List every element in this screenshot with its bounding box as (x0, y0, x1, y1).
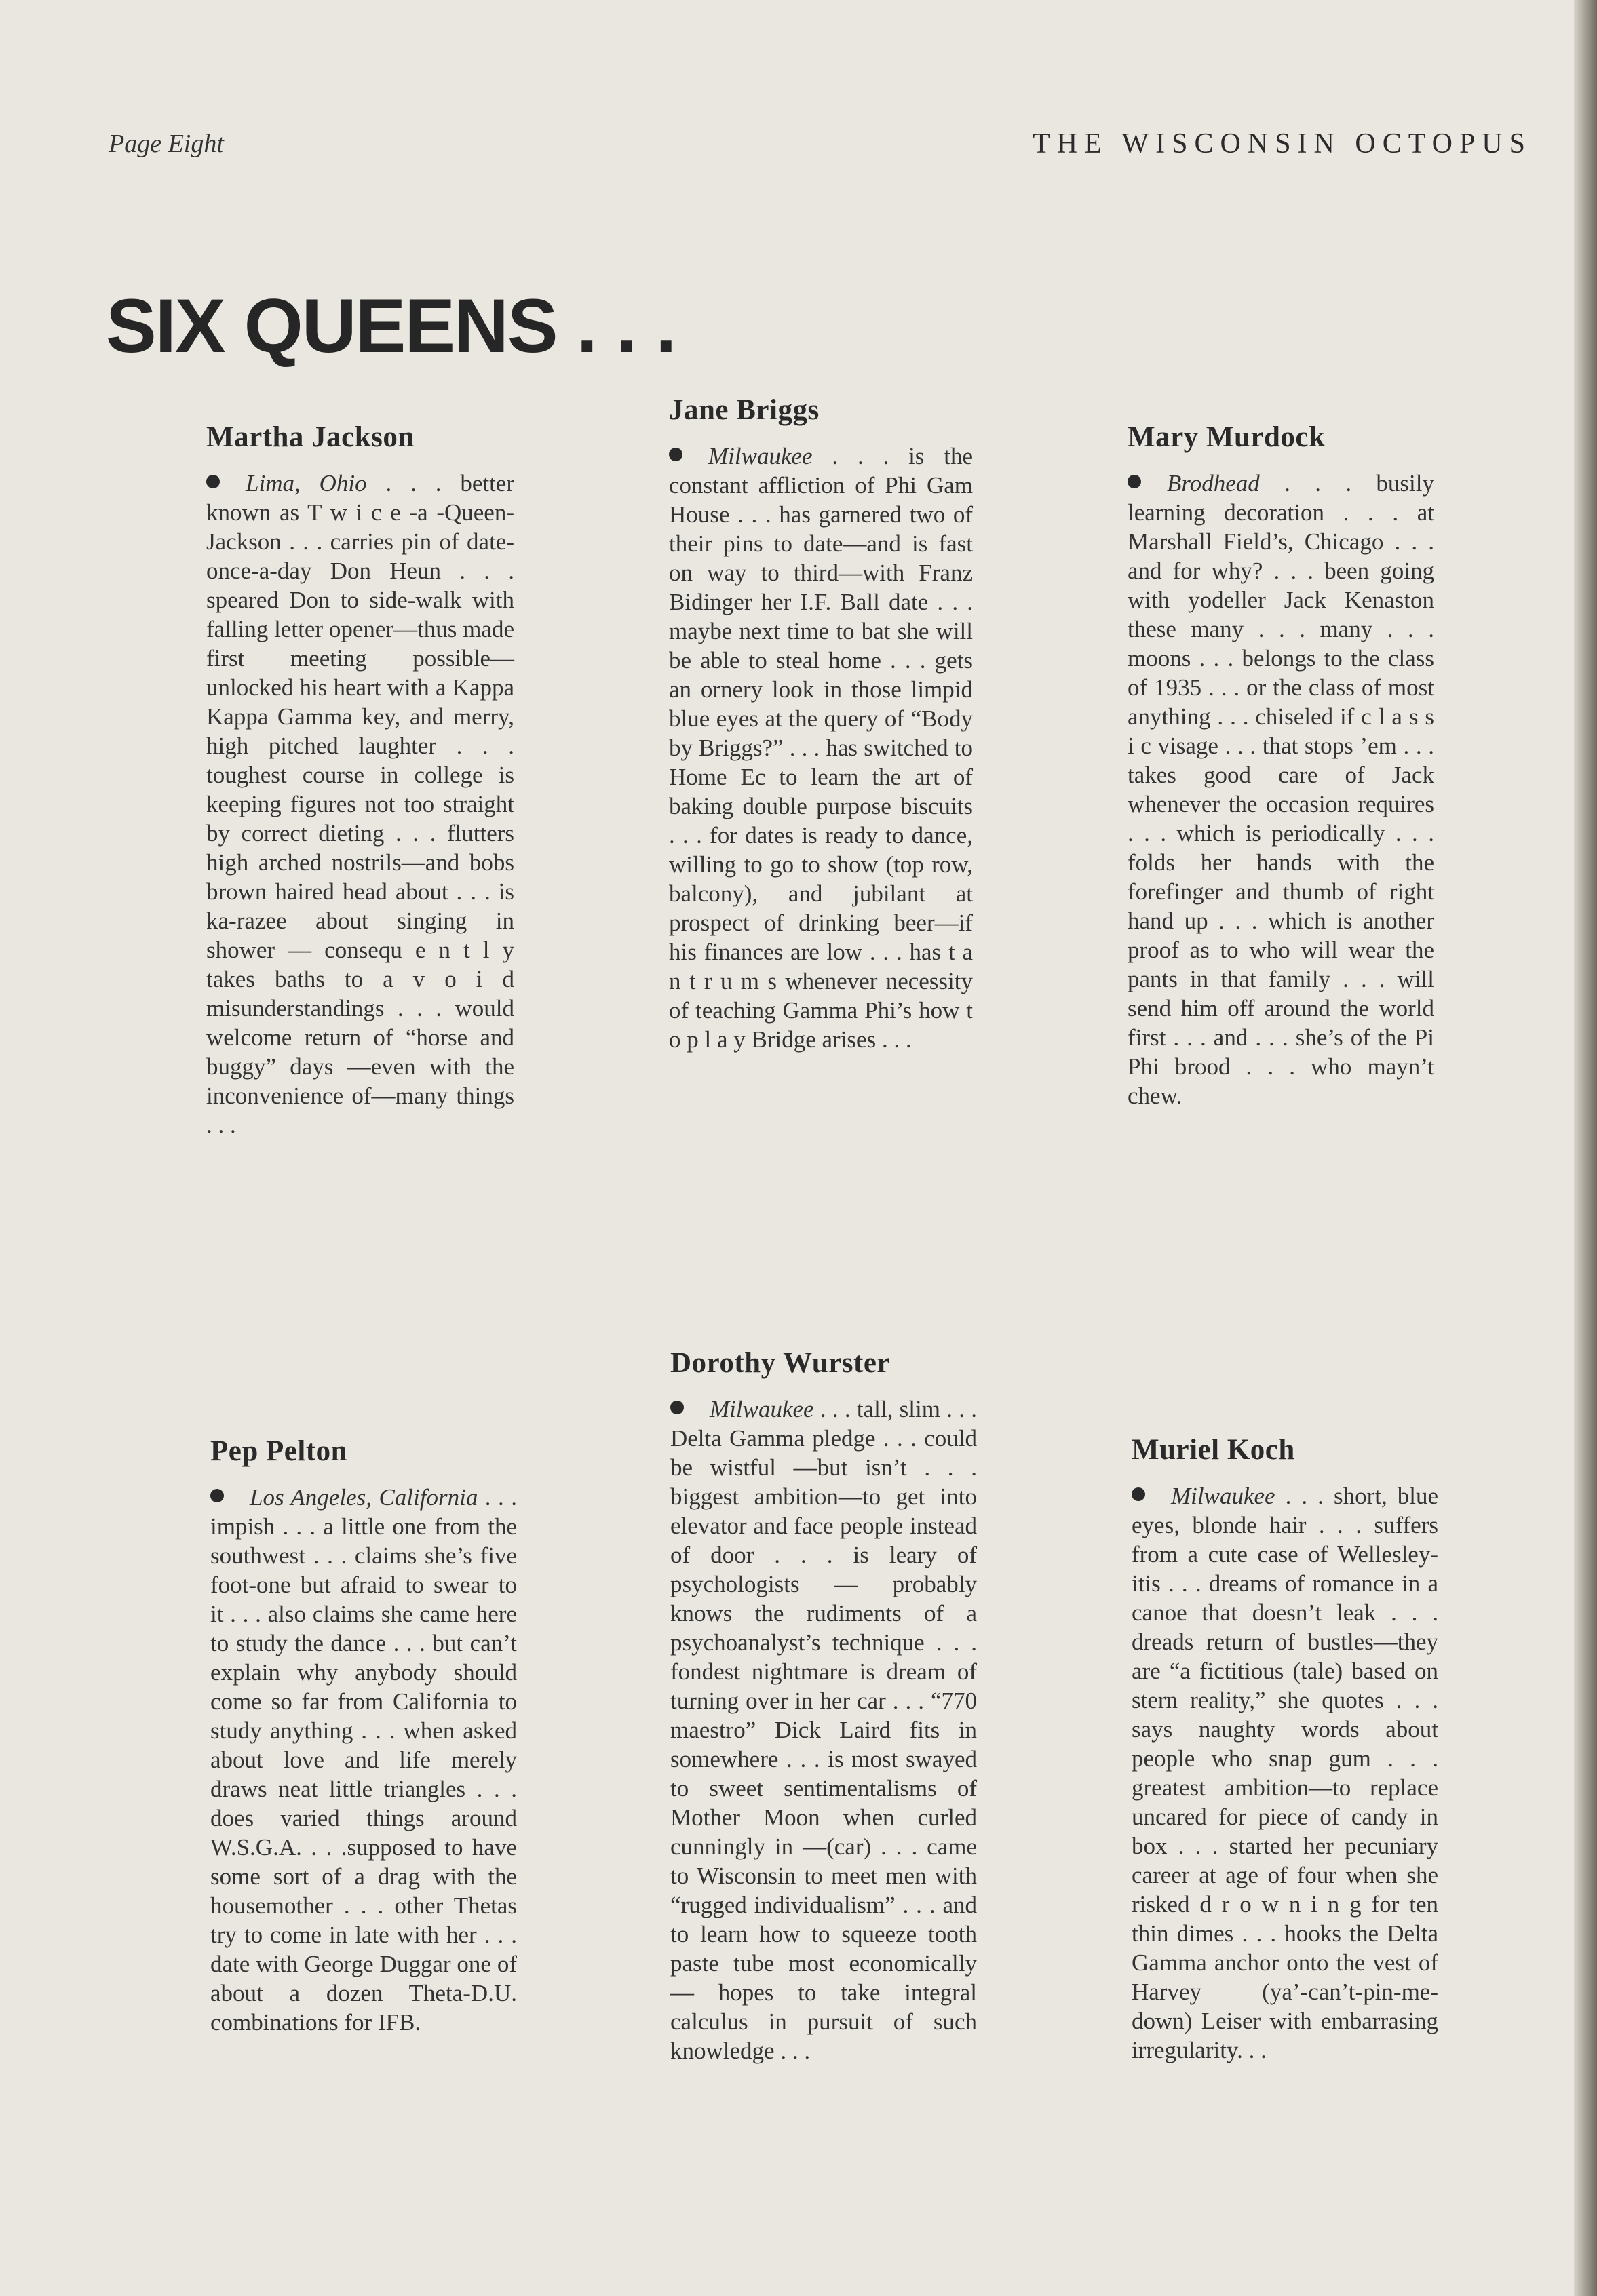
page-edge-shadow (1574, 0, 1597, 2296)
profile-description: . . . busily learning decoration . . . at Marshall Field’s, Chicago . . . and for why? . . . been going with yodeller Jack Kenaston these many . . . many . . . moons . . . belongs to the class of 1935 . . . or the class of most anything . . . chiseled if c l a s s i c visage . . . that stops ’em . . . takes good care of Jack whenever the occasion requires . . . which is periodically . . . folds her hands with the forefinger and thumb of right hand up . . . which is another proof as to who will wear the pants in that family . . . will send him off around the world first . . . and . . . she’s of the Pi Phi brood . . . who mayn’t chew. (1128, 470, 1434, 1109)
profile-name: Martha Jackson (206, 421, 415, 453)
profile-muriel-koch (1132, 1433, 1438, 2065)
profile-origin: Los Angeles, California (250, 1484, 478, 1511)
profile-text (670, 1395, 977, 2065)
profile-origin: Milwaukee (1171, 1483, 1275, 1509)
profile-text (669, 442, 973, 1054)
profile-origin: Brodhead (1167, 470, 1260, 497)
profile-description: . . . impish . . . a little one from the southwest . . . claims she’s five foot-one but afraid to swear to it . . . also claims she came here to study the dance . . . but can’t explain why anybody should come so far from California to study anything . . . when asked about love and life merely draws neat little triangles . . . does varied things around W.S.G.A. . . .supposed to have some sort of a drag with the housemother . . . other Thetas try to come in late with her . . . date with George Duggar one of about a dozen Theta-D.U. combinations for IFB. (210, 1484, 518, 2036)
profile-dorothy-wurster (670, 1346, 977, 2065)
publication-title: THE WISCONSIN OCTOPUS (1033, 128, 1532, 159)
profile-description: . . . better known as T w i c e -a -Queen-Jackson . . . carries pin of date-once-a-day Don Heun . . . speared Don to side-walk with falling letter opener—thus made first meeting possible—unlocked his heart with a Kappa Kappa Gamma key, and merry, high pitched laughter . . . toughest course in college is keeping figures not too straight by correct dieting . . . flutters high arched nostrils—and bobs brown haired head about . . . is ka-razee about singing in shower — consequ e n t l y takes baths to a v o i d misunderstandings . . . would welcome return of “horse and buggy” days —even with the inconvenience of—many things . . . (206, 470, 514, 1138)
profile-description: . . . is the constant affliction of Phi Gam House . . . has garnered two of their pins to date—and is fast on way to third—with Franz Bidinger her I.F. Ball date . . . maybe next time to bat she will be able to steal home . . . gets an ornery look in those limpid blue eyes at the query of “Body by Briggs?” . . . has switched to Home Ec to learn the art of baking double purpose biscuits . . . for dates is ready to dance, willing to go to show (top row, balcony), and jubilant at prospect of drinking beer—if his finances are low . . . has t a n t r u m s whenever necessity of teaching Gamma Phi’s how t o p l a y Bridge arises . . . (669, 443, 973, 1053)
profile-description: . . . tall, slim . . . Delta Gamma pledge . . . could be wistful —but isn’t . . . biggest ambition—to get into elevator and face people instead of door . . . is leary of psychologists — probably knows the rudiments of a psychoanalyst’s technique . . . fondest nightmare is dream of turning over in her car . . . “770 maestro” Dick Laird fits in somewhere . . . is most swayed to sweet sentimentalisms of Mother Moon when curled cunningly in —(car) . . . came to Wisconsin to meet men with “rugged individualism” . . . and to learn how to squeeze tooth paste tube most economically — hopes to take integral calculus in pursuit of such knowledge . . . (670, 1396, 977, 2064)
bullet-icon (210, 1489, 224, 1502)
profile-origin: Milwaukee (708, 443, 813, 469)
profile-mary-murdock (1128, 421, 1434, 1110)
bullet-icon (206, 475, 220, 488)
profile-text (1132, 1481, 1438, 2065)
profile-pep-pelton (210, 1435, 517, 2037)
profile-jane-briggs (669, 393, 973, 1054)
bullet-icon (1128, 475, 1141, 488)
profile-origin: Lima, Ohio (246, 470, 367, 497)
page-title: SIX QUEENS . . . (106, 284, 676, 369)
bullet-icon (670, 1401, 684, 1414)
profile-name: Mary Murdock (1128, 421, 1326, 453)
page-number-label: Page Eight (109, 130, 224, 158)
profile-origin: Milwaukee (710, 1396, 814, 1422)
bullet-icon (1132, 1487, 1145, 1501)
profile-text (206, 469, 514, 1140)
profile-name: Muriel Koch (1132, 1434, 1295, 1466)
profile-name: Pep Pelton (210, 1435, 348, 1467)
bullet-icon (669, 448, 682, 461)
profile-text (210, 1483, 517, 2037)
profile-name: Dorothy Wurster (670, 1347, 891, 1379)
profile-name: Jane Briggs (669, 394, 820, 426)
profile-description: . . . short, blue eyes, blonde hair . . . suffers from a cute case of Wellesley-itis . . . dreams of romance in a canoe that doesn’t leak . . . dreads return of bustles—they are “a fictitious (tale) based on stern reality,” she quotes . . . says naughty words about people who snap gum . . . greatest ambition—to replace uncared for piece of candy in box . . . started her pecuniary career at age of four when she risked d r o w n i n g for ten thin dimes . . . hooks the Delta Gamma anchor onto the vest of Harvey (ya’-can’t-pin-me-down) Leiser with embarrasing irregularity. . . (1132, 1483, 1438, 2063)
profile-text (1128, 469, 1434, 1110)
profile-martha-jackson (206, 421, 514, 1140)
